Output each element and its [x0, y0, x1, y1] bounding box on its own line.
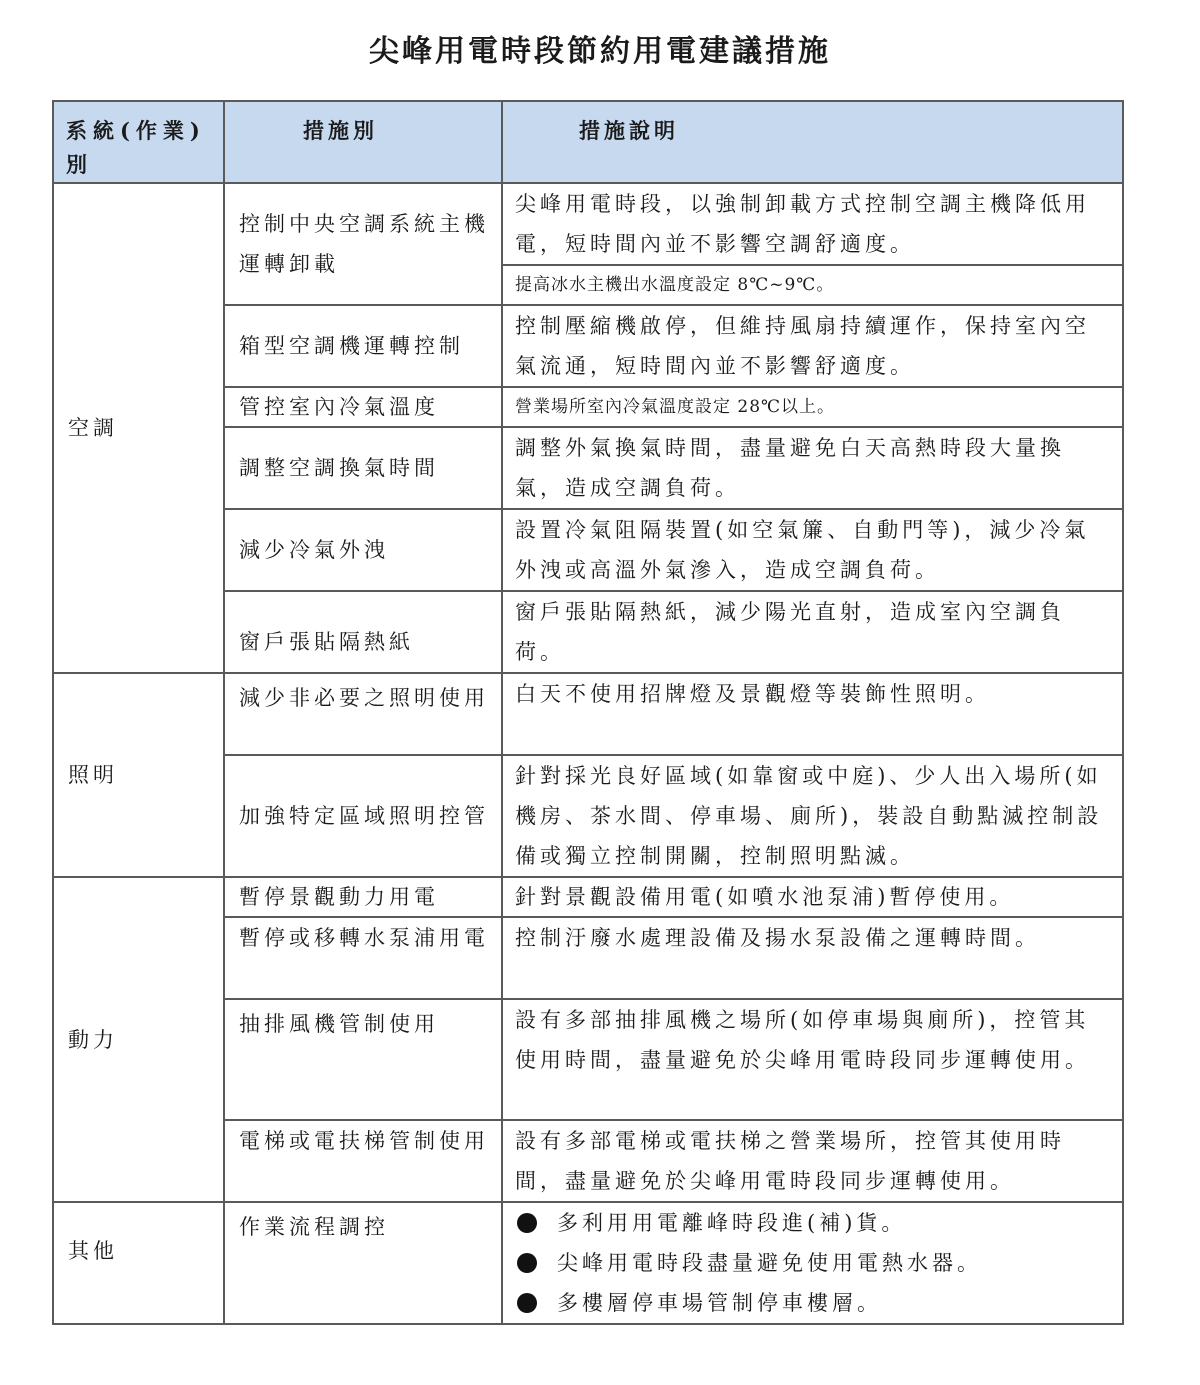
bullet-text: 尖峰用電時段盡量避免使用電熱水器。 [557, 1251, 982, 1275]
measure-cell: 調整空調換氣時間 [224, 427, 502, 509]
measure-cell: 減少非必要之照明使用 [224, 673, 502, 755]
measure-cell: 減少冷氣外洩 [224, 509, 502, 591]
table-row [53, 183, 1123, 265]
group-label-other: 其他 [53, 1202, 224, 1324]
header-description: 措施說明 [502, 101, 1123, 183]
table-row [53, 1202, 1123, 1324]
description-cell: 針對採光良好區域(如靠窗或中庭)、少人出入場所(如機房、茶水間、停車場、廁所)，裝設自動點滅控制設備或獨立控制開關，控制照明點滅。 [502, 755, 1123, 877]
group-label-lighting: 照明 [53, 673, 224, 877]
table-row [53, 673, 1123, 755]
description-cell: 設有多部電梯或電扶梯之營業場所，控管其使用時間，盡量避免於尖峰用電時段同步運轉使用。 [502, 1120, 1123, 1202]
header-system: 系統(作業)別 [53, 101, 224, 183]
measure-cell: 暫停或移轉水泵浦用電 [224, 917, 502, 999]
group-label-ac: 空調 [53, 183, 224, 673]
description-cell: 調整外氣換氣時間，盡量避免白天高熱時段大量換氣，造成空調負荷。 [502, 427, 1123, 509]
list-item [517, 1203, 1112, 1243]
bullet-icon [517, 1213, 537, 1233]
description-cell: 設置冷氣阻隔裝置(如空氣簾、自動門等)，減少冷氣外洩或高溫外氣滲入，造成空調負荷。 [502, 509, 1123, 591]
bullet-text: 多利用用電離峰時段進(補)貨。 [557, 1211, 907, 1235]
page-title: 尖峰用電時段節約用電建議措施 [369, 34, 831, 69]
measure-cell: 箱型空調機運轉控制 [224, 305, 502, 387]
measure-cell: 電梯或電扶梯管制使用 [224, 1120, 502, 1202]
measure-cell: 抽排風機管制使用 [224, 999, 502, 1120]
description-cell: 白天不使用招牌燈及景觀燈等裝飾性照明。 [502, 673, 1123, 755]
bullet-icon [517, 1253, 537, 1273]
bullet-icon [517, 1293, 537, 1313]
measure-cell: 加強特定區域照明控管 [224, 755, 502, 877]
list-item [517, 1243, 1112, 1283]
description-cell: 提高冰水主機出水溫度設定 8℃~9℃。 [502, 265, 1123, 305]
measure-cell: 作業流程調控 [224, 1202, 502, 1324]
measure-cell: 管控室內冷氣溫度 [224, 387, 502, 427]
description-cell: 針對景觀設備用電(如噴水池泵浦)暫停使用。 [502, 877, 1123, 917]
description-cell: 控制汙廢水處理設備及揚水泵設備之運轉時間。 [502, 917, 1123, 999]
description-cell: 控制壓縮機啟停，但維持風扇持續運作，保持室內空氣流通，短時間內並不影響舒適度。 [502, 305, 1123, 387]
measure-cell: 暫停景觀動力用電 [224, 877, 502, 917]
description-cell: 設有多部抽排風機之場所(如停車場與廁所)，控管其使用時間，盡量避免於尖峰用電時段同步運轉使用。 [502, 999, 1123, 1120]
measures-table [52, 100, 1124, 1325]
description-cell: 營業場所室內冷氣溫度設定 28℃以上。 [502, 387, 1123, 427]
list-item [517, 1283, 1112, 1323]
description-cell: 窗戶張貼隔熱紙，減少陽光直射，造成室內空調負荷。 [502, 591, 1123, 673]
header-measure: 措施別 [224, 101, 502, 183]
measure-cell: 窗戶張貼隔熱紙 [224, 591, 502, 673]
description-cell: 尖峰用電時段，以強制卸載方式控制空調主機降低用電，短時間內並不影響空調舒適度。 [502, 183, 1123, 265]
table-row [53, 877, 1123, 917]
table-header-row [53, 101, 1123, 183]
bullet-text: 多樓層停車場管制停車樓層。 [557, 1291, 882, 1315]
measure-cell: 控制中央空調系統主機運轉卸載 [224, 183, 502, 305]
description-cell [502, 1202, 1123, 1324]
group-label-power: 動力 [53, 877, 224, 1202]
